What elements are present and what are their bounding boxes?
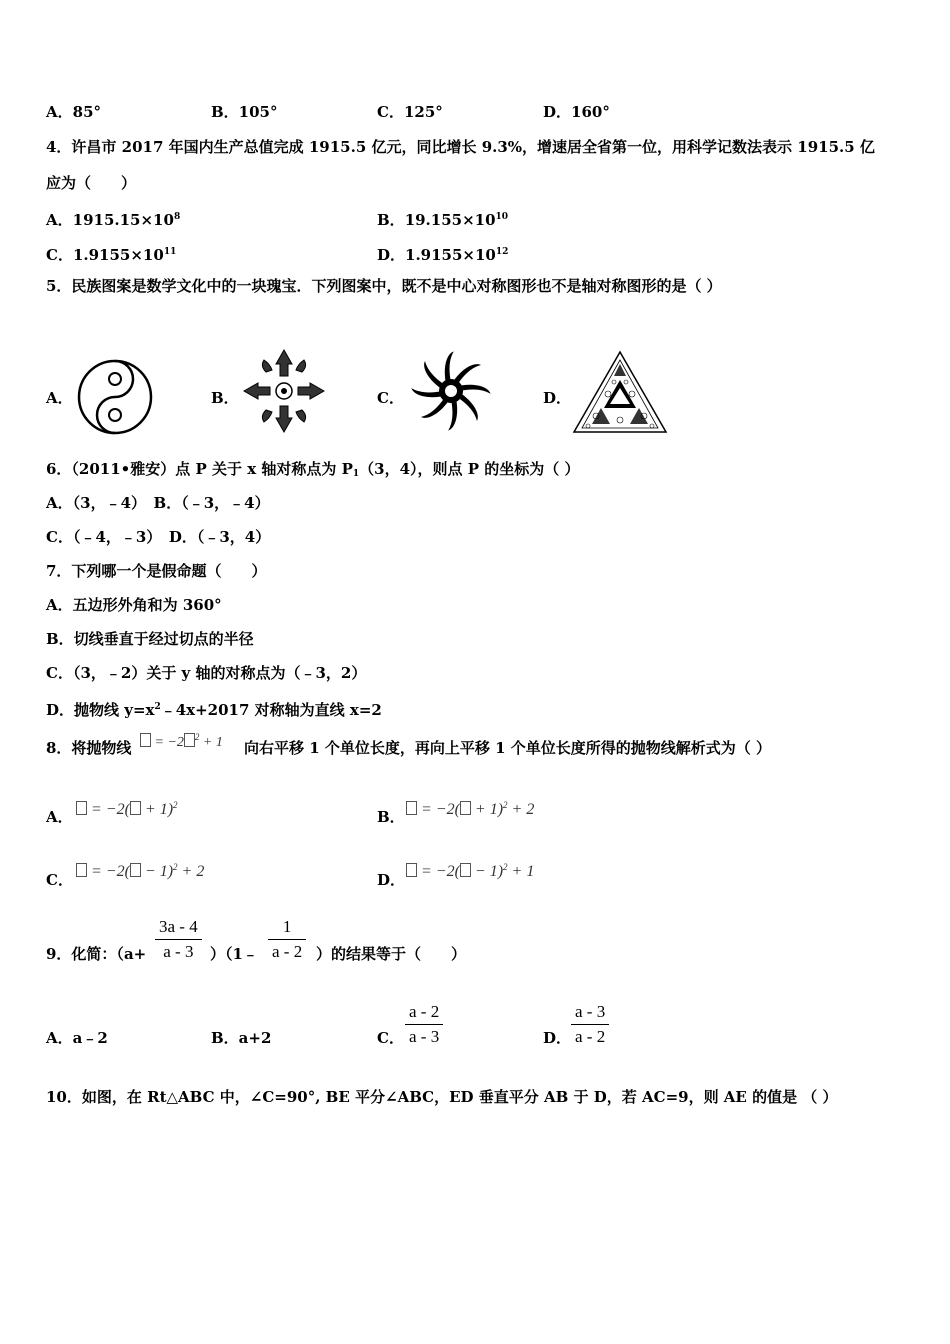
q8-stem-post: 向右平移 1 个单位长度，再向上平移 1 个单位长度所得的抛物线解析式为（ ） bbox=[244, 739, 771, 757]
q6-options-row1: A．（3，﹣4） B．（﹣3，﹣4） bbox=[46, 494, 270, 512]
q7-stem: 7．下列哪一个是假命题（ ） bbox=[46, 562, 267, 580]
q8-option-c: C． bbox=[46, 871, 73, 889]
q4-stem-line2: 应为（ ） bbox=[46, 174, 137, 192]
sierpinski-figure bbox=[572, 350, 668, 434]
q9-stem-part3: ）的结果等于（ ） bbox=[316, 945, 467, 963]
q4-option-a: A．$1915.15\times 10^8$ bbox=[46, 211, 181, 229]
q5-option-a: A． bbox=[46, 389, 73, 407]
q8-formula-b: = $-2( + 1)^2 + 2$ bbox=[406, 800, 534, 819]
q9-option-c-fraction: $\frac{a - 2}{a - 3}$ bbox=[405, 1002, 443, 1047]
q6-options-row2: C．（﹣4，﹣3） D．（﹣3，4） bbox=[46, 528, 271, 546]
q4-option-b: B．$19.155\times 10^{10}$ bbox=[377, 211, 509, 229]
q9-option-d-fraction: $\frac{a - 3}{a - 2}$ bbox=[571, 1002, 609, 1047]
q9-option-d: D． bbox=[543, 1029, 572, 1047]
q7-option-c: C．（3，﹣2）关于 y 轴的对称点为（﹣3，2） bbox=[46, 664, 367, 682]
q9-option-a: A．a﹣2 bbox=[46, 1029, 108, 1047]
q8-formula-c: = $-2( - 1)^2 + 2$ bbox=[76, 862, 204, 881]
q9-fraction-1: $\frac{3a - 4}{a - 3}$ bbox=[155, 917, 202, 962]
q8-stem-formula: = −2 $^2$ + 1 bbox=[140, 732, 223, 751]
q7-option-b: B．切线垂直于经过切点的半径 bbox=[46, 630, 254, 648]
q8-option-b: B． bbox=[377, 808, 405, 826]
q4-option-c: C．$1.9155\times 10^{11}$ bbox=[46, 246, 177, 264]
q3-option-b: B．105° bbox=[211, 103, 278, 121]
q9-fraction-2: $\frac{1}{a - 2}$ bbox=[268, 917, 306, 962]
q4-option-d: D．$1.9155\times 10^{12}$ bbox=[377, 246, 509, 264]
q7-option-a: A．五边形外角和为 360° bbox=[46, 596, 222, 614]
q9-stem-part2: ）（1﹣ bbox=[210, 945, 258, 963]
q7-option-d: D．抛物线 $y=x^2﹣4x+2017$ 对称轴为直线 x=2 bbox=[46, 701, 382, 719]
taiji-figure bbox=[76, 358, 154, 436]
q5-option-c: C． bbox=[377, 389, 404, 407]
q9-option-b: B．a+2 bbox=[211, 1029, 272, 1047]
q5-stem: 5．民族图案是数学文化中的一块瑰宝．下列图案中，既不是中心对称图形也不是轴对称图形的是（ ） bbox=[46, 277, 722, 295]
q3-option-d: D．160° bbox=[543, 103, 610, 121]
q9-option-c: C． bbox=[377, 1029, 404, 1047]
q8-option-d: D． bbox=[377, 871, 406, 889]
q5-option-d: D． bbox=[543, 389, 572, 407]
ornament-figure bbox=[242, 348, 326, 434]
q5-option-b: B． bbox=[211, 389, 239, 407]
q8-stem-pre: 8．将抛物线 bbox=[46, 739, 132, 757]
q4-stem-line1: 4．许昌市 2017 年国内生产总值完成 1915.5 亿元，同比增长 9.3%，增速居全省第一位，用科学记数法表示 1915.5 亿 bbox=[46, 138, 875, 156]
q9-stem-part1: 9．化简：（a+ bbox=[46, 945, 147, 963]
swirl-flower-figure bbox=[406, 348, 496, 434]
q8-formula-d: = $-2( - 1)^2 + 1$ bbox=[406, 862, 534, 881]
q8-option-a: A． bbox=[46, 808, 73, 826]
q3-option-a: A．85° bbox=[46, 103, 102, 121]
q6-stem: 6．（2011•雅安）点 P 关于 x 轴对称点为 $P_1(3$，4），则点 P 的坐标为（ ） bbox=[46, 460, 580, 479]
q10-stem: 10．如图，在 Rt△ABC 中，∠C=90°, BE 平分∠ABC，ED 垂直平分 AB 于 D，若 AC=9，则 AE 的值是 （ ） bbox=[46, 1088, 838, 1106]
q3-option-c: C．125° bbox=[377, 103, 443, 121]
q8-formula-a: = $-2( + 1)^2$ bbox=[76, 800, 178, 819]
